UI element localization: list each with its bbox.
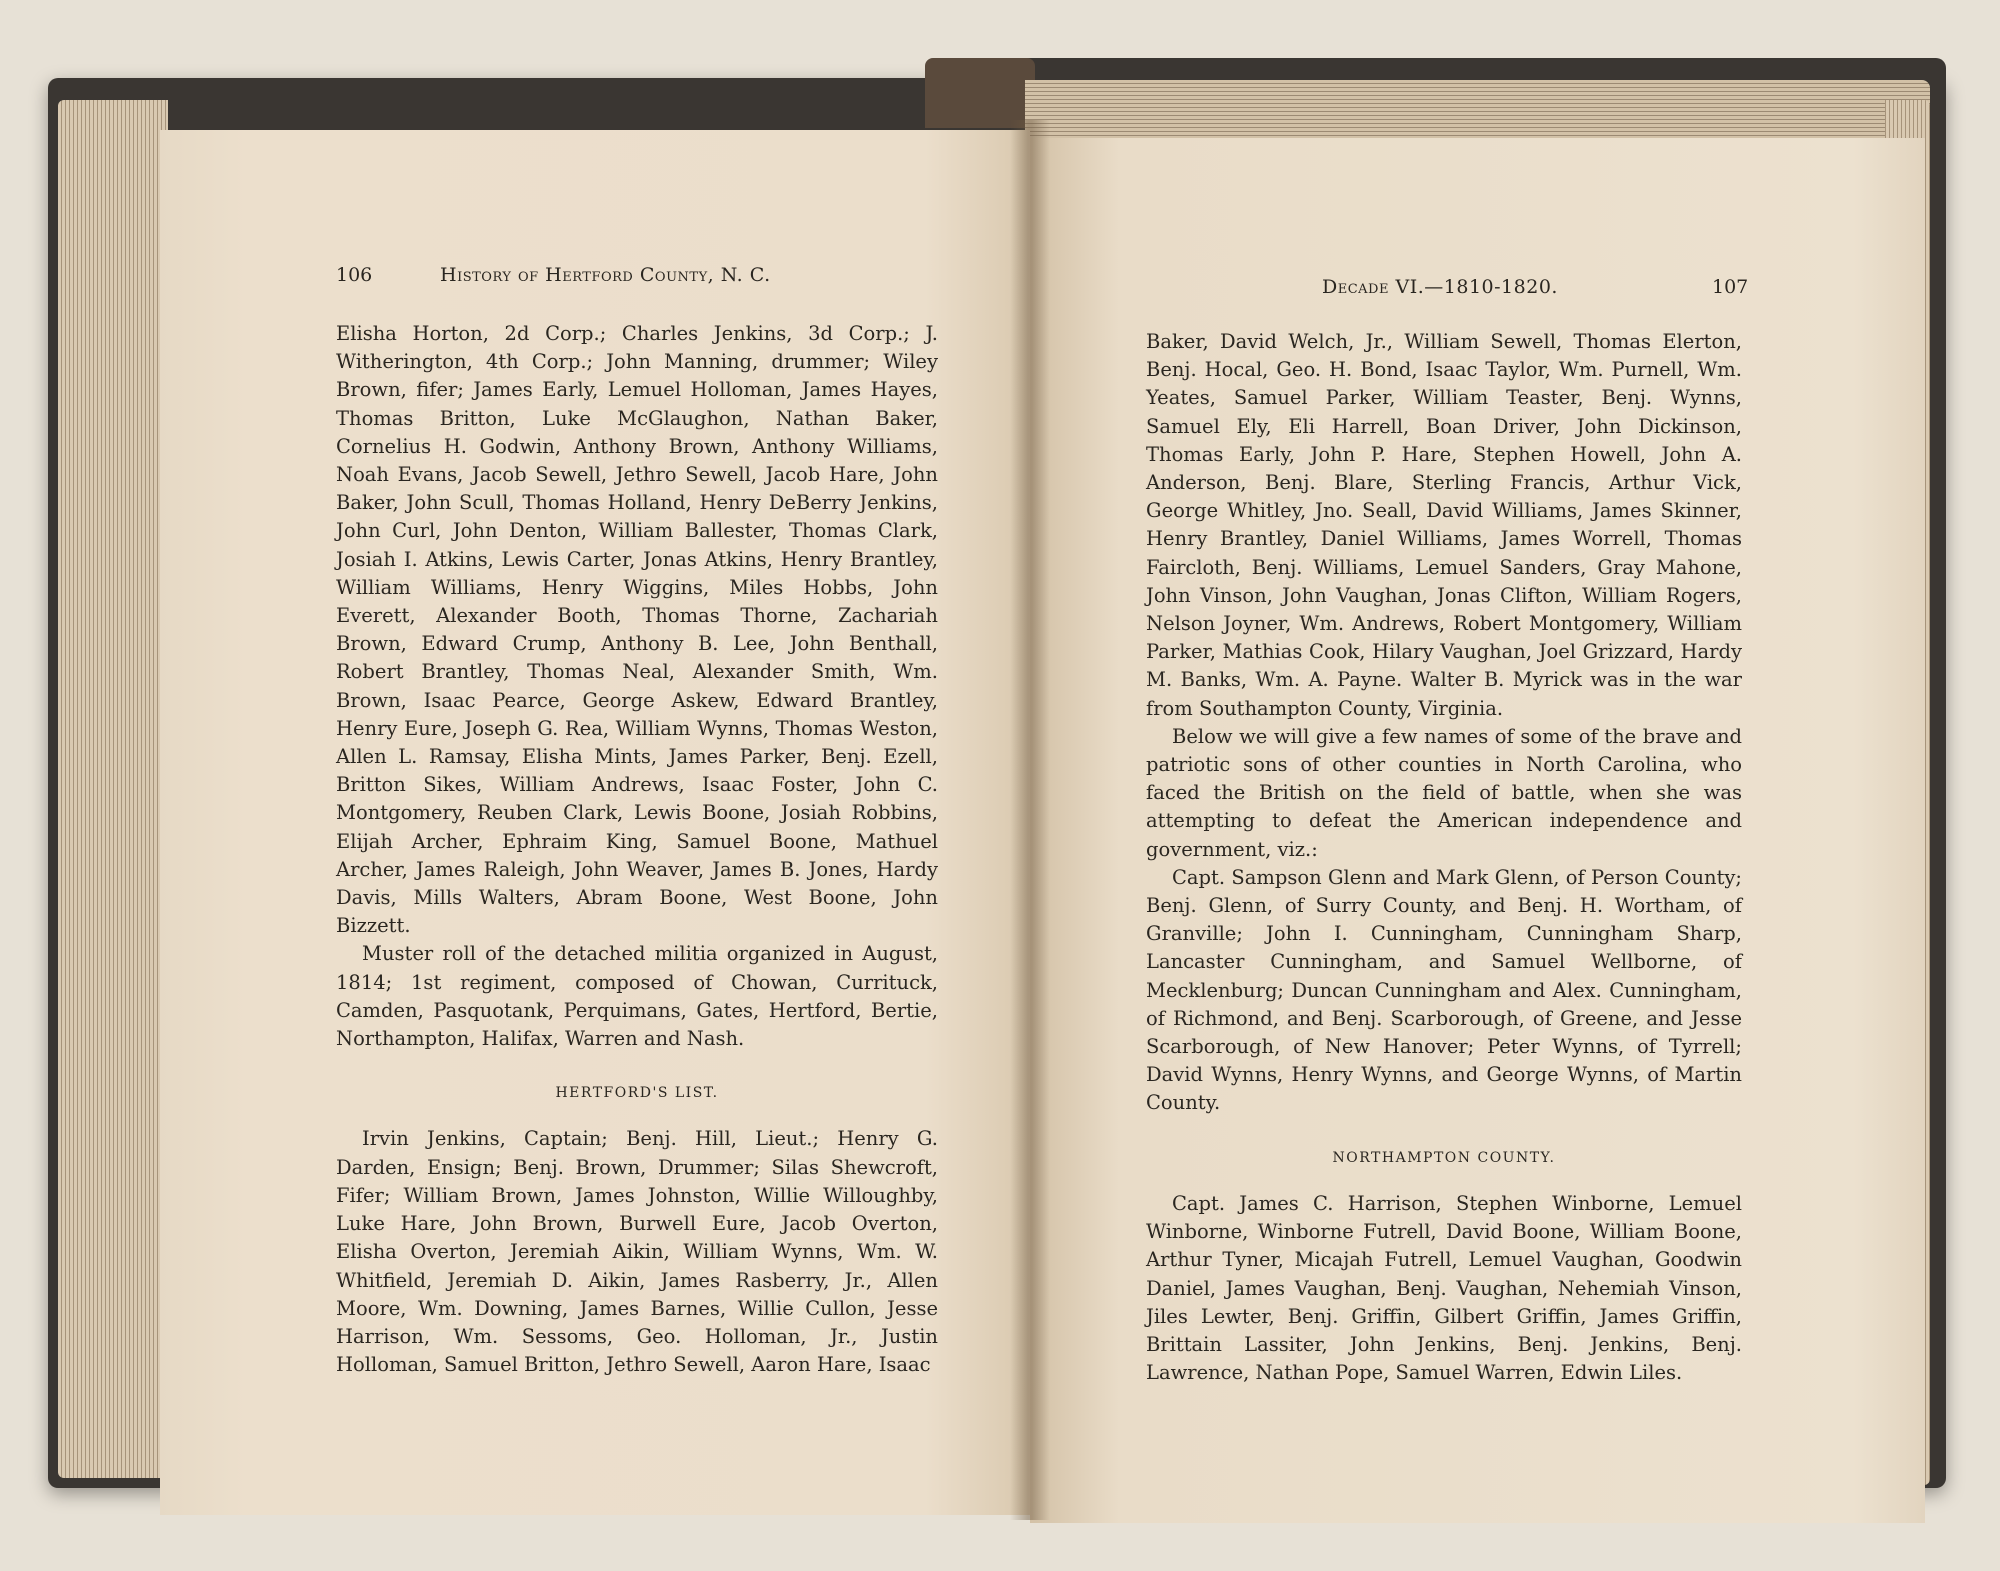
paragraph: Baker, David Welch, Jr., William Sewell, Thomas Elerton, Benj. Hocal, Geo. H. Bond, Isaac Taylor, Wm. Purnell, Wm. Yeates, Samuel Parker, William Teaster, Benj. Wynns, Samuel Ely, Eli Harrell, Boan Driver, John Dickinson, Thomas Early, John P. Hare, Stephen Howell, John A. Anderson, Benj. Blare, Sterling Francis, Arthur Vick, George Whitley, Jno. Seall, David Williams, James Skinner, Henry Brantley, Daniel Williams, James Worrell, Thomas Faircloth, Benj. Williams, Lemuel Sanders, Gray Mahone, John Vinson, John Vaughan, Jonas Clifton, William Rogers, Nelson Joyner, Wm. Andrews, Robert Montgomery, William Parker, Mathias Cook, Hilary Vaughan, Joel Grizzard, Hardy M. Banks, Wm. A. Payne. Walter B. Myrick was in the war from Southampton County, Virginia. (1146, 330, 1742, 720)
running-head-right: Decade VI.—1810-1820. (1322, 276, 1558, 298)
book-gutter (1010, 120, 1050, 1520)
paragraph: Capt. James C. Harrison, Stephen Winborne, Lemuel Winborne, Winborne Futrell, David Boone, William Boone, Arthur Tyner, Micajah Futrell, Lemuel Vaughan, Goodwin Daniel, James Vaughan, Benj. Vaughan, Nehemiah Vinson, Jiles Lewter, Benj. Griffin, Gilbert Griffin, James Griffin, Brittain Lassiter, John Jenkins, Benj. Jenkins, Benj. Lawrence, Nathan Pope, Samuel Warren, Edwin Liles. (1146, 1191, 1742, 1385)
running-head-left: History of Hertford County, N. C. (440, 264, 771, 286)
paragraph: Muster roll of the detached militia organized in August, 1814; 1st regiment, composed of Chowan, Currituck, Camden, Pasquotank, Perquimans, Gates, Hertford, Bertie, Northampton, Halifax, Warren and Nash. (336, 942, 938, 1051)
paragraph: Capt. Sampson Glenn and Mark Glenn, of Person County; Benj. Glenn, of Surry County, and Benj. H. Wortham, of Granville; John I. Cunningham, Cunningham Sharp, Lancaster Cunningham, and Samuel Wellborne, of Mecklenburg; Duncan Cunningham and Alex. Cunningham, of Richmond, and Benj. Scarborough, of Greene, and Jesse Scarborough, of New Hanover; Peter Wynns, of Tyrrell; David Wynns, Henry Wynns, and George Wynns, of Martin County. (1146, 865, 1742, 1115)
left-page (160, 130, 1030, 1515)
left-text-column (336, 320, 938, 1379)
page-number-left: 106 (336, 264, 373, 286)
right-text-column (1146, 328, 1742, 1387)
paragraph: Below we will give a few names of some of the brave and patriotic sons of other counties in North Carolina, who faced the British on the field of battle, when she was attempting to defeat the American independence and government, viz.: (1146, 724, 1742, 861)
page-edges-top (1025, 80, 1930, 140)
section-subheading: NORTHAMPTON COUNTY. (1332, 1149, 1556, 1166)
book-spine (925, 58, 1035, 128)
paragraph: Irvin Jenkins, Captain; Benj. Hill, Lieut.; Henry G. Darden, Ensign; Benj. Brown, Drummer; Silas Shewcroft, Fifer; William Brown, James Johnston, Willie Willoughby, Luke Hare, John Brown, Burwell Eure, Jacob Overton, Elisha Overton, Jeremiah Aikin, William Wynns, Wm. W. Whitfield, Jeremiah D. Aikin, James Rasberry, Jr., Allen Moore, Wm. Downing, James Barnes, Willie Cullon, Jesse Harrison, Wm. Sessoms, Geo. Holloman, Jr., Justin Holloman, Samuel Britton, Jethro Sewell, Aaron Hare, Isaac (336, 1127, 938, 1377)
page-number-right: 107 (1712, 276, 1749, 298)
right-page (1030, 138, 1925, 1523)
section-subheading: HERTFORD'S LIST. (555, 1085, 719, 1102)
page-edges-left (58, 100, 168, 1478)
paragraph: Elisha Horton, 2d Corp.; Charles Jenkins, 3d Corp.; J. Witherington, 4th Corp.; John Manning, drummer; Wiley Brown, fifer; James Early, Lemuel Holloman, James Hayes, Thomas Britton, Luke McGlaughon, Nathan Baker, Cornelius H. Godwin, Anthony Brown, Anthony Williams, Noah Evans, Jacob Sewell, Jethro Sewell, Jacob Hare, John Baker, John Scull, Thomas Holland, Henry DeBerry Jenkins, John Curl, John Denton, William Ballester, Thomas Clark, Josiah I. Atkins, Lewis Carter, Jonas Atkins, Henry Brantley, William Williams, Henry Wiggins, Miles Hobbs, John Everett, Alexander Booth, Thomas Thorne, Zachariah Brown, Edward Crump, Anthony B. Lee, John Benthall, Robert Brantley, Thomas Neal, Alexander Smith, Wm. Brown, Isaac Pearce, George Askew, Edward Brantley, Henry Eure, Joseph G. Rea, William Wynns, Thomas Weston, Allen L. Ramsay, Elisha Mints, James Parker, Benj. Ezell, Britton Sikes, William Andrews, Isaac Foster, John C. Montgomery, Reuben Clark, Lewis Boone, Josiah Robbins, Elijah Archer, Ephraim King, Samuel Boone, Mathuel Archer, James Raleigh, John Weaver, James B. Jones, Hardy Davis, Mills Walters, Abram Boone, West Boone, John Bizzett. (336, 322, 938, 938)
